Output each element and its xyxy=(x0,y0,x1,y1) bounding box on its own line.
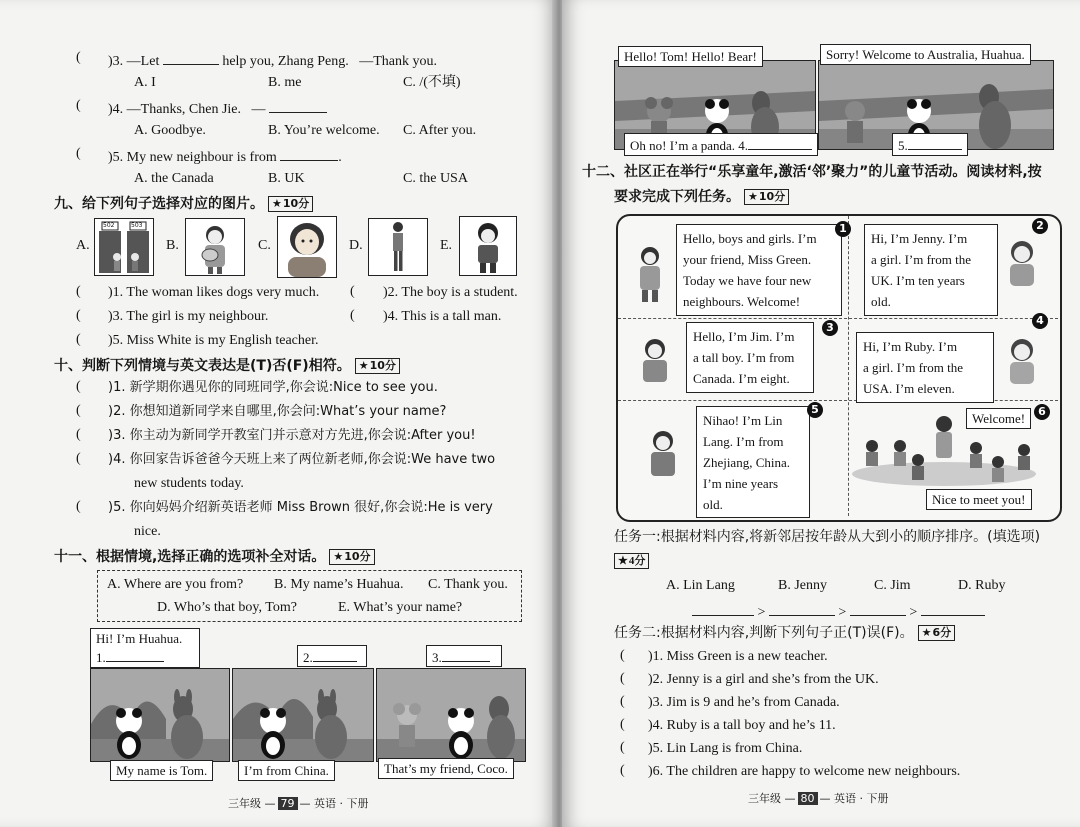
question-3: )3. —Let help you, Zhang Peng. —Thank you. xyxy=(108,50,437,71)
task1-option-d: D. Ruby xyxy=(958,578,1006,593)
option-c: C. Thank you. xyxy=(428,577,508,592)
comic-panel-1 xyxy=(90,668,230,762)
info-box-jim: Hello, I’m Jim. I’m a tall boy. I’m from Canada. I’m eight. xyxy=(686,322,814,393)
option-b: B. me xyxy=(268,75,302,90)
tf-item: )4. Ruby is a tall boy and he’s 11. xyxy=(648,718,836,733)
ruby-figure xyxy=(1000,336,1044,388)
answer-paren[interactable]: ( xyxy=(76,50,81,65)
item-number: 2 xyxy=(1032,218,1048,234)
option-e: E. What’s your name? xyxy=(338,600,463,615)
answer-paren[interactable]: ( xyxy=(350,284,355,299)
answer-paren[interactable]: ( xyxy=(76,427,81,442)
speech-bubble-3: 3. xyxy=(426,645,502,667)
pic-label-c: C. xyxy=(258,238,271,253)
item-number: 5 xyxy=(807,402,823,418)
score-badge: ★10分 xyxy=(329,549,374,565)
picture-c-woman-teacher xyxy=(277,216,337,278)
page-footer: 三年级 — 80 — 英语 · 下册 xyxy=(748,792,889,805)
fill-blank[interactable] xyxy=(921,601,985,616)
miss-green-figure xyxy=(630,244,670,304)
option-b: B. You’re welcome. xyxy=(268,123,380,138)
score-badge: ★10分 xyxy=(744,189,789,205)
answer-paren[interactable]: ( xyxy=(76,146,81,161)
fill-blank[interactable] xyxy=(908,135,962,150)
fill-blank[interactable] xyxy=(163,50,219,65)
sentence: )4. This is a tall man. xyxy=(383,309,502,324)
answer-paren[interactable]: ( xyxy=(620,671,625,686)
answer-paren[interactable]: ( xyxy=(620,763,625,778)
tf-item: )5. 你向妈妈介绍新英语老师 Miss Brown 很好,你会说:He is very xyxy=(108,500,493,515)
pic-label-d: D. xyxy=(349,238,363,253)
jenny-figure xyxy=(1000,238,1044,290)
section12-heading-line1: 十二、社区正在举行“乐享童年,激活‘邻’聚力”的儿童节活动。阅读材料,按 xyxy=(582,164,1042,180)
tf-item: )1. 新学期你遇见你的同班同学,你会说:Nice to see you. xyxy=(108,380,438,395)
score-badge: ★10分 xyxy=(355,358,400,374)
comic-panel-3 xyxy=(376,668,526,762)
option-a: A. Goodbye. xyxy=(134,123,206,138)
picture-e-schoolboy xyxy=(459,216,517,276)
answer-paren[interactable]: ( xyxy=(76,499,81,514)
tf-item: )3. Jim is 9 and he’s from Canada. xyxy=(648,695,840,710)
speech-bubble-tom: My name is Tom. xyxy=(110,760,213,781)
item-number: 1 xyxy=(835,221,851,237)
task1-title: 任务一:根据材料内容,将新邻居按年龄从大到小的顺序排序。(填选项) xyxy=(614,529,1041,545)
door-sign: 503 xyxy=(131,222,143,229)
task1-option-c: C. Jim xyxy=(874,578,911,593)
sentence: )2. The boy is a student. xyxy=(383,285,518,300)
info-box-lin-lang: Nihao! I’m Lin Lang. I’m from Zhejiang, China. I’m nine years old. xyxy=(696,406,810,518)
speech-bubble-welcome: Sorry! Welcome to Australia, Huahua. xyxy=(820,44,1031,65)
speech-bubble-5: 5. xyxy=(892,133,968,156)
right-page xyxy=(562,0,1080,827)
option-d: D. Who’s that boy, Tom? xyxy=(157,600,297,615)
answer-paren[interactable]: ( xyxy=(76,98,81,113)
tf-item: )4. 你回家告诉爸爸今天班上来了两位新老师,你会说:We have two xyxy=(108,452,496,467)
answer-paren[interactable]: ( xyxy=(76,284,81,299)
option-a: A. Where are you from? xyxy=(107,577,244,592)
task1-option-a: A. Lin Lang xyxy=(666,578,735,593)
answer-paren[interactable]: ( xyxy=(620,717,625,732)
speech-bubble-coco: That’s my friend, Coco. xyxy=(378,758,514,779)
tf-item: )3. 你主动为新同学开教室门并示意对方先进,你会说:After you! xyxy=(108,428,476,443)
speech-bubble-nice-to-meet: Nice to meet you! xyxy=(926,489,1032,510)
page-footer: 三年级 — 79 — 英语 · 下册 xyxy=(228,797,369,810)
section9-heading: 九、给下列句子选择对应的图片。 ★10分 xyxy=(54,193,313,213)
task1-score: ★4分 xyxy=(614,552,649,570)
fill-blank[interactable] xyxy=(269,98,327,113)
answer-paren[interactable]: ( xyxy=(350,308,355,323)
answer-paren[interactable]: ( xyxy=(76,451,81,466)
tf-item-continued: nice. xyxy=(134,524,161,539)
pic-label-a: A. xyxy=(76,238,90,253)
option-a: A. I xyxy=(134,75,156,90)
page-number: 80 xyxy=(798,792,818,805)
question-4: )4. —Thanks, Chen Jie. — xyxy=(108,98,327,119)
option-c: C. the USA xyxy=(403,171,468,186)
picture-a-classroom-doors xyxy=(94,218,154,276)
fill-blank[interactable] xyxy=(769,601,835,616)
answer-paren[interactable]: ( xyxy=(620,694,625,709)
info-box-miss-green: Hello, boys and girls. I’m your friend, Miss Green. Today we have four new neighbours. Welcome! xyxy=(676,224,842,316)
section11-heading: 十一、根据情境,选择正确的选项补全对话。 ★10分 xyxy=(54,546,375,566)
speech-bubble-china: I’m from China. xyxy=(238,760,335,781)
answer-paren[interactable]: ( xyxy=(76,332,81,347)
fill-blank[interactable] xyxy=(692,601,754,616)
item-number: 6 xyxy=(1034,404,1050,420)
answer-paren[interactable]: ( xyxy=(620,648,625,663)
fill-blank[interactable] xyxy=(280,146,338,161)
ordering-blanks: > > > xyxy=(692,601,985,622)
fill-blank[interactable] xyxy=(106,647,164,662)
pic-label-e: E. xyxy=(440,238,453,253)
tf-item-continued: new students today. xyxy=(134,476,244,491)
question-5: )5. My new neighbour is from . xyxy=(108,146,342,167)
speech-bubble-huahua: Hi! I’m Huahua. 1. xyxy=(90,628,200,668)
picture-b-girl-with-dog xyxy=(185,218,245,276)
task2-title: 任务二:根据材料内容,判断下列句子正(T)误(F)。 ★6分 xyxy=(614,624,955,642)
option-c: C. /(不填) xyxy=(403,75,461,90)
info-box-ruby: Hi, I’m Ruby. I’m a girl. I’m from the USA. I’m eleven. xyxy=(856,332,994,403)
speech-bubble-hello: Hello! Tom! Hello! Bear! xyxy=(618,46,763,67)
item-number: 4 xyxy=(1032,313,1048,329)
pic-label-b: B. xyxy=(166,238,179,253)
option-a: A. the Canada xyxy=(134,171,214,186)
divider xyxy=(618,318,1058,319)
tf-item: )6. The children are happy to welcome new neighbours. xyxy=(648,764,961,779)
page-number: 79 xyxy=(278,797,298,810)
speech-bubble-panda: Oh no! I’m a panda. 4. xyxy=(624,133,818,156)
option-b: B. UK xyxy=(268,171,305,186)
option-c: C. After you. xyxy=(403,123,477,138)
sentence: )5. Miss White is my English teacher. xyxy=(108,333,319,348)
item-number: 3 xyxy=(822,320,838,336)
fill-blank[interactable] xyxy=(850,601,906,616)
tf-item: )2. Jenny is a girl and she’s from the UK. xyxy=(648,672,879,687)
answer-paren[interactable]: ( xyxy=(76,379,81,394)
picture-d-tall-man xyxy=(368,218,428,276)
jim-figure xyxy=(634,336,676,388)
score-badge: ★10分 xyxy=(268,196,313,212)
info-box-jenny: Hi, I’m Jenny. I’m a girl. I’m from the UK. I’m ten years old. xyxy=(864,224,998,316)
comic-panel-2 xyxy=(232,668,374,762)
speech-bubble-2: 2. xyxy=(297,645,367,667)
answer-paren[interactable]: ( xyxy=(76,308,81,323)
tf-item: )5. Lin Lang is from China. xyxy=(648,741,803,756)
answer-paren[interactable]: ( xyxy=(620,740,625,755)
fill-blank[interactable] xyxy=(442,647,490,662)
task1-option-b: B. Jenny xyxy=(778,578,827,593)
fill-blank[interactable] xyxy=(748,135,812,150)
door-sign: 502 xyxy=(103,222,115,229)
speech-bubble-welcome-kids: Welcome! xyxy=(966,408,1031,429)
section10-heading: 十、判断下列情境与英文表达是(T)否(F)相符。 ★10分 xyxy=(54,355,400,375)
sentence: )1. The woman likes dogs very much. xyxy=(108,285,320,300)
tf-item: )2. 你想知道新同学来自哪里,你会问:What’s your name? xyxy=(108,404,447,419)
tf-item: )1. Miss Green is a new teacher. xyxy=(648,649,828,664)
section12-heading-line2: 要求完成下列任务。 ★10分 xyxy=(614,186,789,206)
answer-paren[interactable]: ( xyxy=(76,403,81,418)
option-b: B. My name’s Huahua. xyxy=(274,577,404,592)
lin-lang-figure xyxy=(642,428,684,482)
fill-blank[interactable] xyxy=(313,647,357,662)
sentence: )3. The girl is my neighbour. xyxy=(108,309,269,324)
